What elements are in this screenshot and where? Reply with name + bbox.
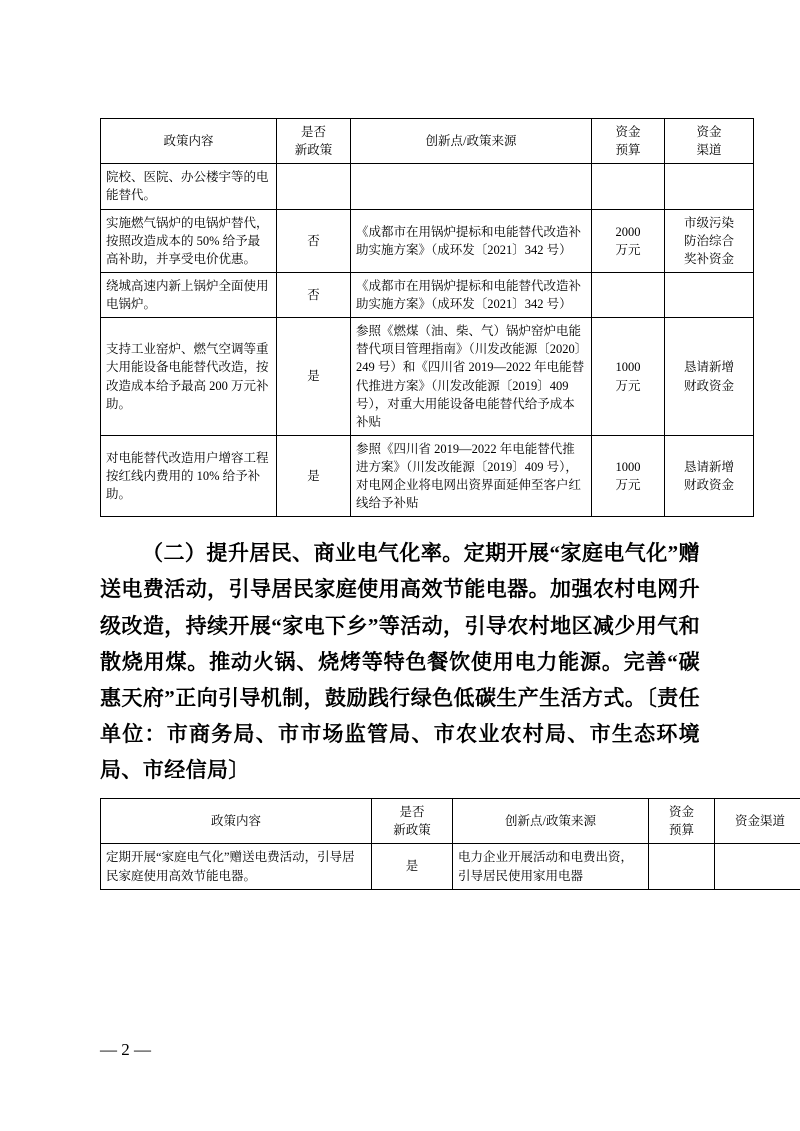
header-line-2: 渠道	[696, 143, 722, 158]
cell-is-new-policy: 否	[277, 209, 351, 272]
cell-innovation-source: 《成都市在用锅炉提标和电能替代改造补助实施方案》（成环发〔2021〕342 号）	[351, 209, 592, 272]
column-header-is-new-policy	[277, 119, 351, 164]
cell-innovation-source: 电力企业开展活动和电费出资，引导居民使用家用电器	[453, 844, 649, 889]
column-header-funding-channel	[665, 119, 754, 164]
header-line-2: 预算	[668, 823, 694, 838]
channel-line-1: 市级污染	[683, 215, 734, 230]
column-header-innovation-source: 创新点/政策来源	[453, 799, 649, 844]
header-line-2: 新政策	[294, 143, 333, 158]
table-row	[101, 844, 800, 889]
budget-line-1: 2000	[615, 224, 641, 239]
policy-table-2-body	[101, 844, 800, 889]
header-line-2: 预算	[615, 143, 641, 158]
table-row	[101, 164, 754, 209]
column-header-funding-channel: 资金渠道	[715, 799, 800, 844]
cell-budget	[592, 435, 665, 517]
cell-policy-content: 定期开展“家庭电气化”赠送电费活动，引导居民家庭使用高效节能电器。	[101, 844, 372, 889]
cell-is-new-policy: 否	[277, 272, 351, 317]
cell-funding-channel	[665, 435, 754, 517]
budget-line-1: 1000	[615, 460, 641, 474]
budget-line-2: 万元	[615, 378, 641, 393]
column-header-budget	[592, 119, 665, 164]
section-paragraph	[100, 535, 700, 788]
budget-line-2: 万元	[615, 242, 641, 257]
cell-innovation-source: 《成都市在用锅炉提标和电能替代改造补助实施方案》（成环发〔2021〕342 号）	[351, 272, 592, 317]
header-line-1: 资金	[696, 125, 722, 139]
cell-is-new-policy	[277, 164, 351, 209]
table-row	[101, 435, 754, 517]
column-header-policy-content: 政策内容	[101, 799, 372, 844]
policy-table-1-body	[101, 164, 754, 517]
table-row	[101, 318, 754, 436]
cell-funding-channel	[665, 318, 754, 436]
cell-policy-content: 院校、医院、办公楼宇等的电能替代。	[101, 164, 277, 209]
cell-is-new-policy: 是	[372, 844, 453, 889]
cell-is-new-policy: 是	[277, 318, 351, 436]
column-header-policy-content: 政策内容	[101, 119, 277, 164]
header-line-1: 是否	[300, 125, 326, 139]
policy-table-2-wrapper	[100, 798, 785, 890]
cell-budget	[592, 272, 665, 317]
channel-line-1: 恳请新增	[683, 360, 734, 375]
cell-funding-channel	[665, 272, 754, 317]
channel-line-3: 奖补资金	[683, 251, 734, 266]
policy-table-1-header	[101, 119, 754, 164]
cell-innovation-source: 参照《燃煤（油、柴、气）锅炉窑炉电能替代项目管理指南》（川发改能源〔2020〕249 号）和《四川省 2019—2022 年电能替代推进方案》（川发改能源〔2019〕409 号），对重大用能设备电能替代给予成本补贴	[351, 318, 592, 436]
cell-budget	[592, 318, 665, 436]
cell-policy-content: 绕城高速内新上锅炉全面使用电锅炉。	[101, 272, 277, 317]
column-header-innovation-source: 创新点/政策来源	[351, 119, 592, 164]
cell-policy-content: 对电能替代改造用户增容工程按红线内费用的 10% 给予补助。	[101, 435, 277, 517]
cell-is-new-policy: 是	[277, 435, 351, 517]
cell-innovation-source	[351, 164, 592, 209]
table-row	[101, 209, 754, 272]
table-header-row	[101, 119, 754, 164]
channel-line-2: 财政资金	[683, 478, 734, 493]
column-header-budget	[649, 799, 715, 844]
header-line-1: 资金	[615, 125, 641, 139]
policy-table-2	[100, 798, 800, 890]
channel-line-2: 防治综合	[683, 233, 734, 248]
page-number: — 2 —	[100, 1040, 151, 1059]
budget-line-2: 万元	[615, 478, 641, 493]
cell-funding-channel	[665, 164, 754, 209]
cell-innovation-source: 参照《四川省 2019—2022 年电能替代推进方案》（川发改能源〔2019〕409 号），对电网企业将电网出资界面延伸至客户红线给予补贴	[351, 435, 592, 517]
cell-policy-content: 实施燃气锅炉的电锅炉替代，按照改造成本的 50% 给予最高补助，并享受电价优惠。	[101, 209, 277, 272]
header-line-1: 资金	[668, 805, 694, 820]
channel-line-2: 财政资金	[683, 378, 734, 393]
cell-budget	[592, 209, 665, 272]
table-row	[101, 272, 754, 317]
channel-line-1: 恳请新增	[683, 460, 734, 474]
page-content	[100, 118, 785, 890]
cell-policy-content: 支持工业窑炉、燃气空调等重大用能设备电能替代改造，按改造成本给予最高 200 万元补助。	[101, 318, 277, 436]
paragraph-text: （二）提升居民、商业电气化率。定期开展“家庭电气化”赠送电费活动，引导居民家庭使用高效节能电器。加强农村电网升级改造，持续开展“家电下乡”等活动，引导农村地区减少用气和散烧用煤。推动火锅、烧烤等特色餐饮使用电力能源。完善“碳惠天府”正向引导机制，鼓励践行绿色低碳生产生活方式。〔责任单位：市商务局、市市场监管局、市农业农村局、市生态环境局、市经信局〕	[100, 541, 700, 783]
header-line-1: 是否	[399, 805, 425, 820]
cell-budget	[592, 164, 665, 209]
table-header-row	[101, 799, 800, 844]
policy-table-1	[100, 118, 754, 517]
cell-funding-channel	[665, 209, 754, 272]
budget-line-1: 1000	[615, 360, 641, 375]
policy-table-2-header	[101, 799, 800, 844]
cell-funding-channel	[715, 844, 800, 889]
cell-budget	[649, 844, 715, 889]
header-line-2: 新政策	[393, 823, 431, 838]
column-header-is-new-policy	[372, 799, 453, 844]
